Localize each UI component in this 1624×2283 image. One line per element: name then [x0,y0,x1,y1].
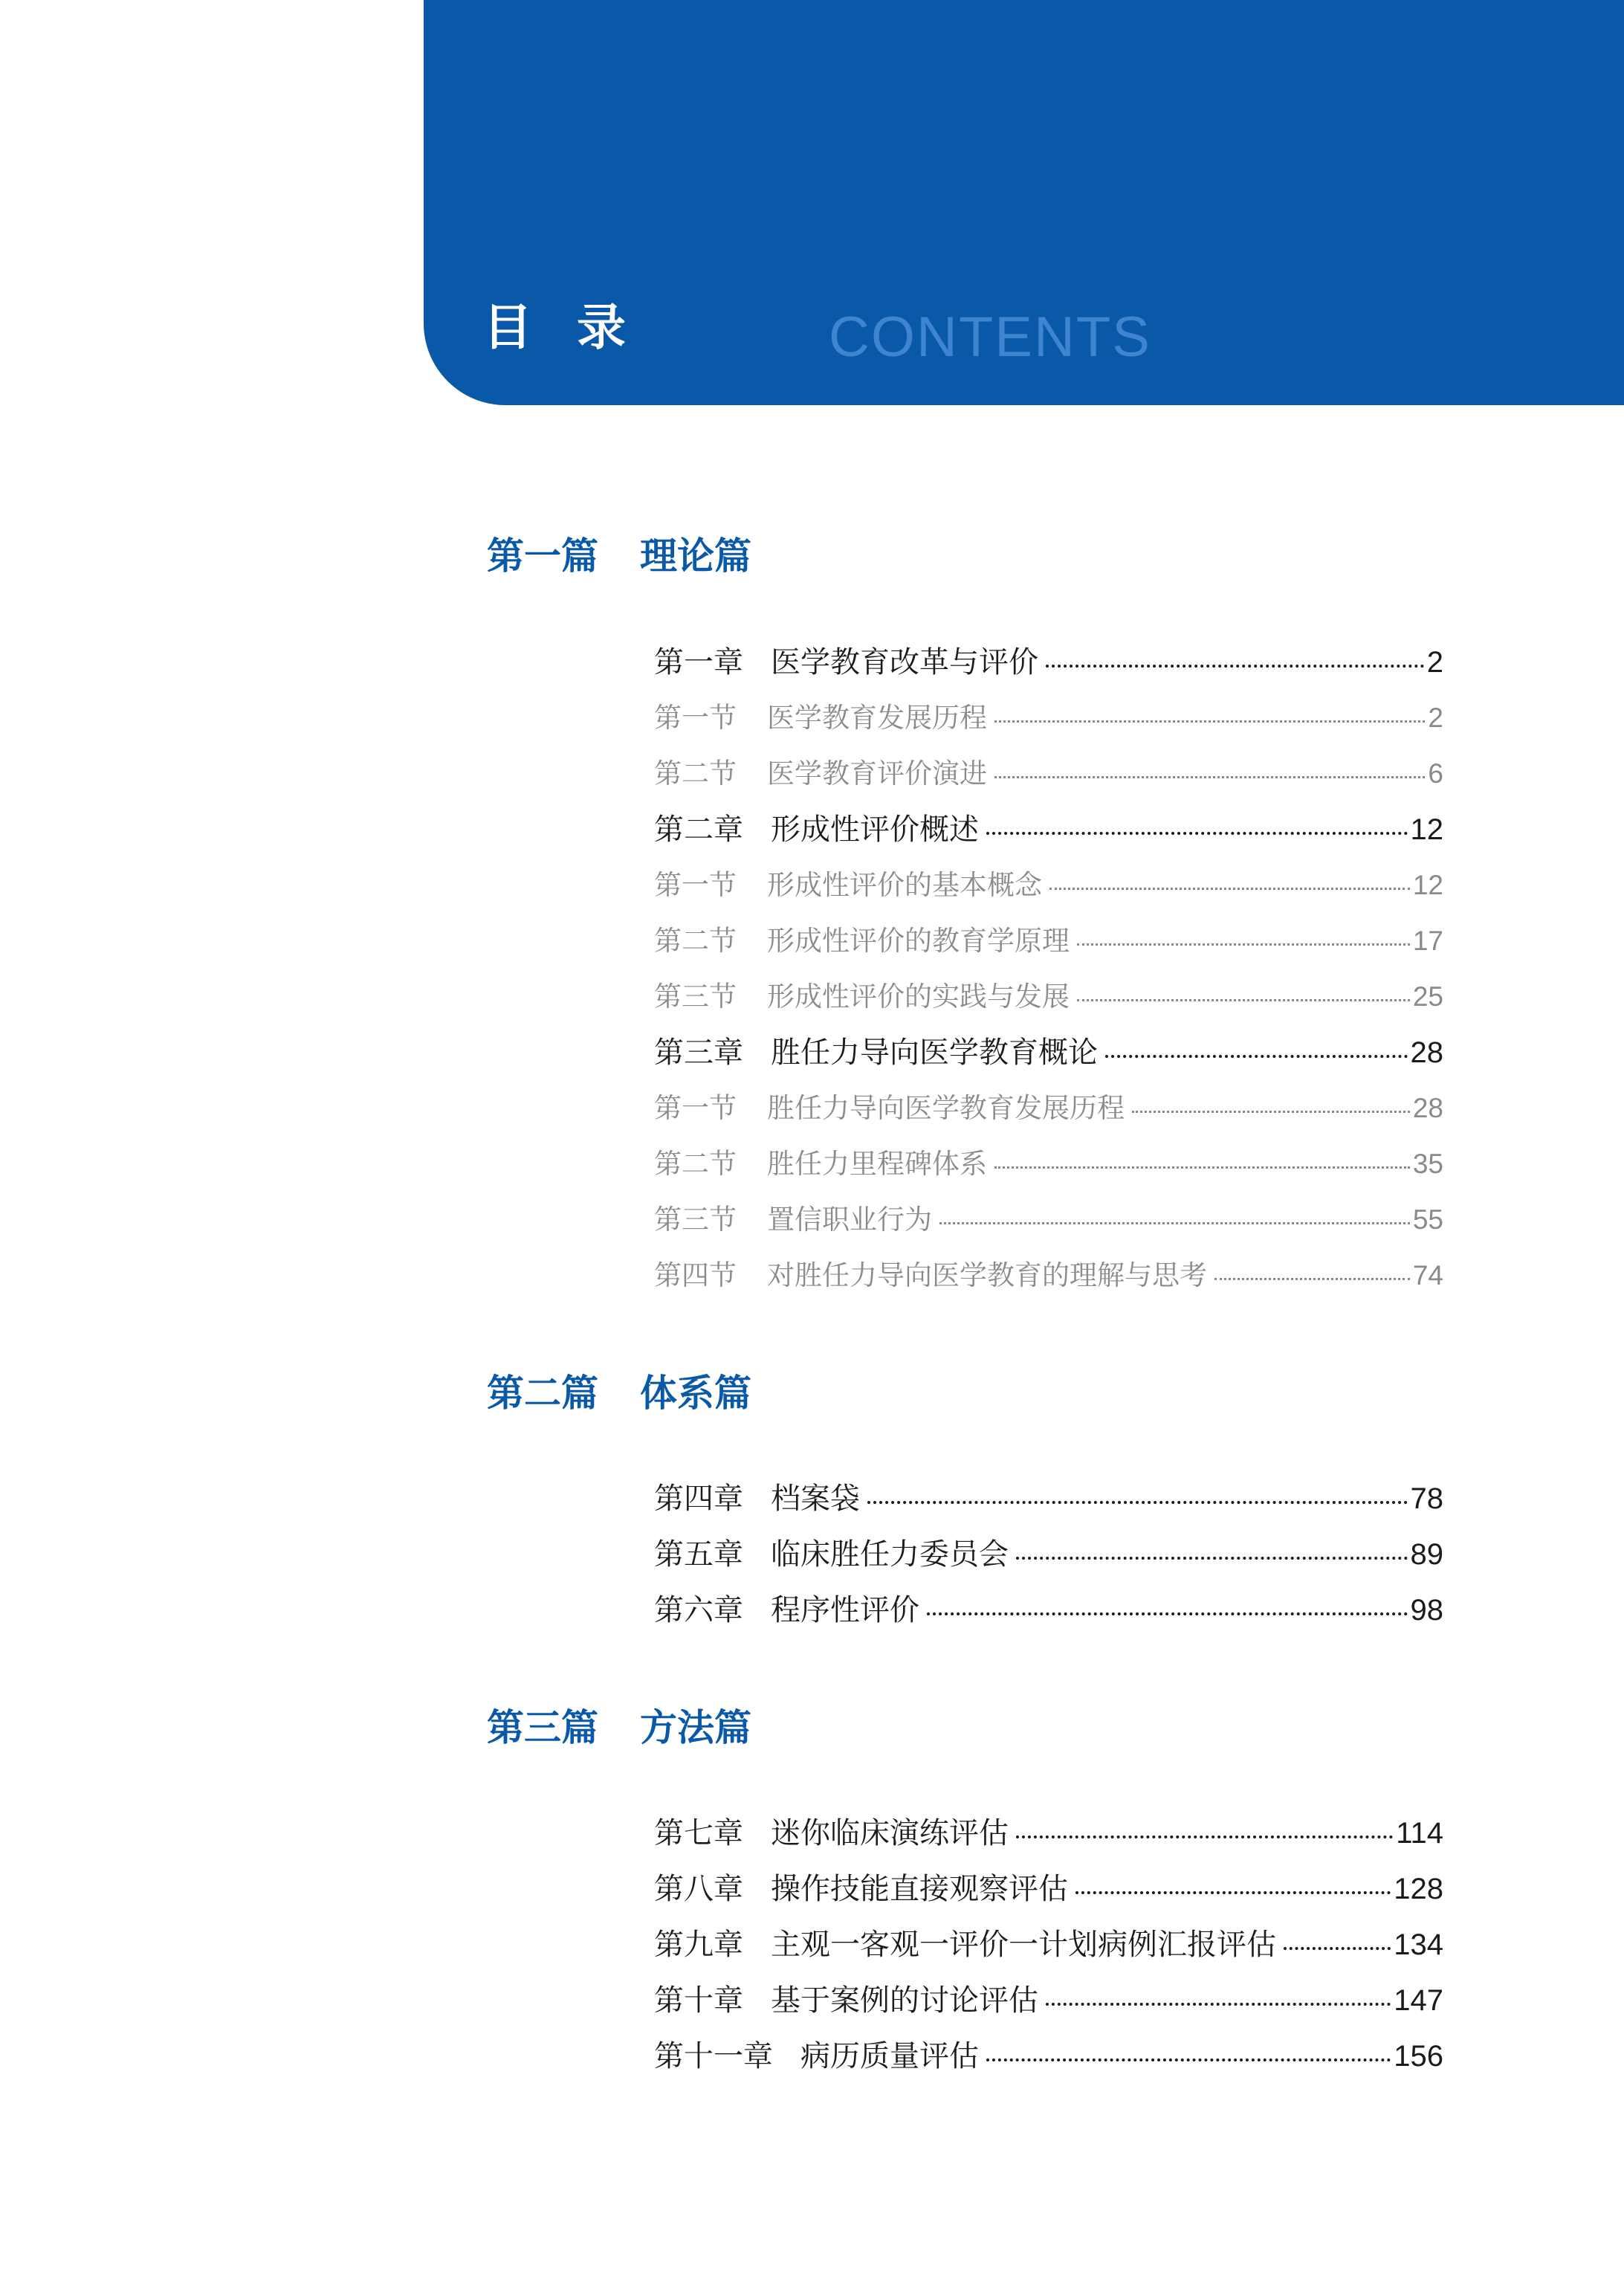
toc-section-row[interactable] [654,1259,1443,1291]
part-name: 理论篇 [640,535,751,578]
dot-leader [1046,2003,1391,2006]
chapter-label: 第十一章 [654,2039,773,2073]
dot-leader [1105,1055,1408,1058]
dot-leader [986,832,1408,835]
toc-chapter-row[interactable] [654,1930,1443,1960]
page-number: 6 [1428,758,1443,789]
toc-section-row[interactable] [654,871,1443,899]
page-number: 89 [1410,1538,1443,1571]
part-title [487,535,751,578]
chapter-name: 程序性评价 [771,1593,919,1627]
part-title [487,1706,751,1749]
dot-leader [1049,888,1410,890]
contents-title-cn: 目录 [483,299,670,356]
toc-section-row[interactable] [654,981,1443,1013]
toc-section-row[interactable] [654,1150,1443,1178]
section-name: 胜任力导向医学教育发展历程 [767,1092,1125,1124]
toc-chapter-row[interactable] [654,1537,1443,1572]
page-number: 147 [1394,1984,1443,2017]
page-number: 28 [1412,1093,1443,1123]
contents-title-en: CONTENTS [829,306,1151,369]
dot-leader [867,1501,1408,1504]
section-name: 胜任力里程碑体系 [767,1148,987,1180]
dot-leader [994,1166,1410,1169]
dot-leader [994,720,1425,723]
page-number: 25 [1412,981,1443,1012]
chapter-label: 第一章 [654,645,743,679]
dot-leader [1077,999,1410,1001]
toc-section-row[interactable] [654,760,1443,787]
chapter-label: 第三章 [654,1036,743,1070]
part-name: 方法篇 [640,1706,751,1749]
page-number: 128 [1394,1873,1443,1905]
toc-section-row[interactable] [654,927,1443,955]
toc-section-row[interactable] [654,1094,1443,1122]
part-name: 体系篇 [640,1372,751,1415]
toc-chapter-row[interactable] [654,1595,1443,1625]
page-number: 74 [1412,1260,1443,1291]
section-name: 置信职业行为 [767,1204,932,1236]
dot-leader [1016,1835,1393,1838]
page-number: 98 [1410,1594,1443,1627]
chapter-label: 第二章 [654,813,743,847]
toc-section-row[interactable] [654,1204,1443,1236]
chapter-name: 胜任力导向医学教育概论 [771,1036,1098,1070]
section-label: 第三节 [654,981,737,1013]
page-number: 28 [1410,1036,1443,1069]
dot-leader [927,1612,1408,1615]
toc-chapter-row[interactable] [654,1818,1443,1848]
page-number: 12 [1412,870,1443,900]
chapter-label: 第四章 [654,1482,743,1516]
page-number: 12 [1410,813,1443,846]
dot-leader [1016,1557,1408,1560]
page-number: 55 [1412,1204,1443,1235]
section-label: 第四节 [654,1259,737,1291]
part-label: 第二篇 [487,1372,598,1415]
section-name: 医学教育发展历程 [767,702,987,734]
page-number: 156 [1394,2040,1443,2073]
section-label: 第一节 [654,869,737,901]
dot-leader [994,776,1425,778]
section-label: 第一节 [654,702,737,734]
chapter-label: 第七章 [654,1816,743,1850]
section-label: 第二节 [654,925,737,957]
chapter-name: 病历质量评估 [800,2039,979,2073]
dot-leader [986,2058,1391,2061]
section-name: 医学教育评价演进 [767,758,987,789]
toc-chapter-row[interactable] [654,815,1443,845]
chapter-name: 档案袋 [771,1482,860,1516]
chapter-name: 主观一客观一评价一计划病例汇报评估 [771,1928,1276,1962]
page-number: 78 [1410,1482,1443,1515]
chapter-label: 第五章 [654,1537,743,1572]
toc-chapter-row[interactable] [654,1874,1443,1904]
section-name: 形成性评价的基本概念 [767,869,1042,901]
page-number: 114 [1396,1817,1443,1850]
dot-leader [1077,943,1410,946]
chapter-label: 第八章 [654,1872,743,1906]
toc-chapter-row[interactable] [654,645,1443,679]
page-number: 17 [1412,926,1443,956]
section-name: 形成性评价的教育学原理 [767,925,1070,957]
page-number: 35 [1412,1149,1443,1179]
page-number: 2 [1426,646,1443,679]
dot-leader [1132,1111,1410,1113]
part-label: 第三篇 [487,1706,598,1749]
dot-leader [939,1222,1410,1224]
page-number: 134 [1394,1928,1443,1961]
toc-chapter-row[interactable] [654,1038,1443,1068]
chapter-name: 迷你临床演练评估 [771,1816,1009,1850]
section-label: 第三节 [654,1204,737,1236]
toc-chapter-row[interactable] [654,1484,1443,1514]
chapter-label: 第十章 [654,1983,743,2018]
section-name: 对胜任力导向医学教育的理解与思考 [767,1259,1207,1291]
section-label: 第二节 [654,758,737,789]
toc-chapter-row[interactable] [654,1983,1443,2018]
chapter-label: 第六章 [654,1593,743,1627]
chapter-name: 形成性评价概述 [771,813,979,847]
toc-section-row[interactable] [654,704,1443,732]
dot-leader [1214,1278,1410,1280]
section-name: 形成性评价的实践与发展 [767,981,1070,1013]
chapter-name: 操作技能直接观察评估 [771,1872,1068,1906]
section-label: 第一节 [654,1092,737,1124]
chapter-label: 第九章 [654,1928,743,1962]
chapter-name: 基于案例的讨论评估 [771,1983,1038,2018]
section-label: 第二节 [654,1148,737,1180]
dot-leader [1284,1947,1391,1950]
page-number: 2 [1428,703,1443,733]
chapter-name: 临床胜任力委员会 [771,1537,1009,1572]
dot-leader [1046,665,1424,668]
dot-leader [1075,1891,1391,1894]
toc-chapter-row[interactable] [654,2041,1443,2071]
part-label: 第一篇 [487,535,598,578]
part-title [487,1372,751,1415]
chapter-name: 医学教育改革与评价 [771,645,1038,679]
